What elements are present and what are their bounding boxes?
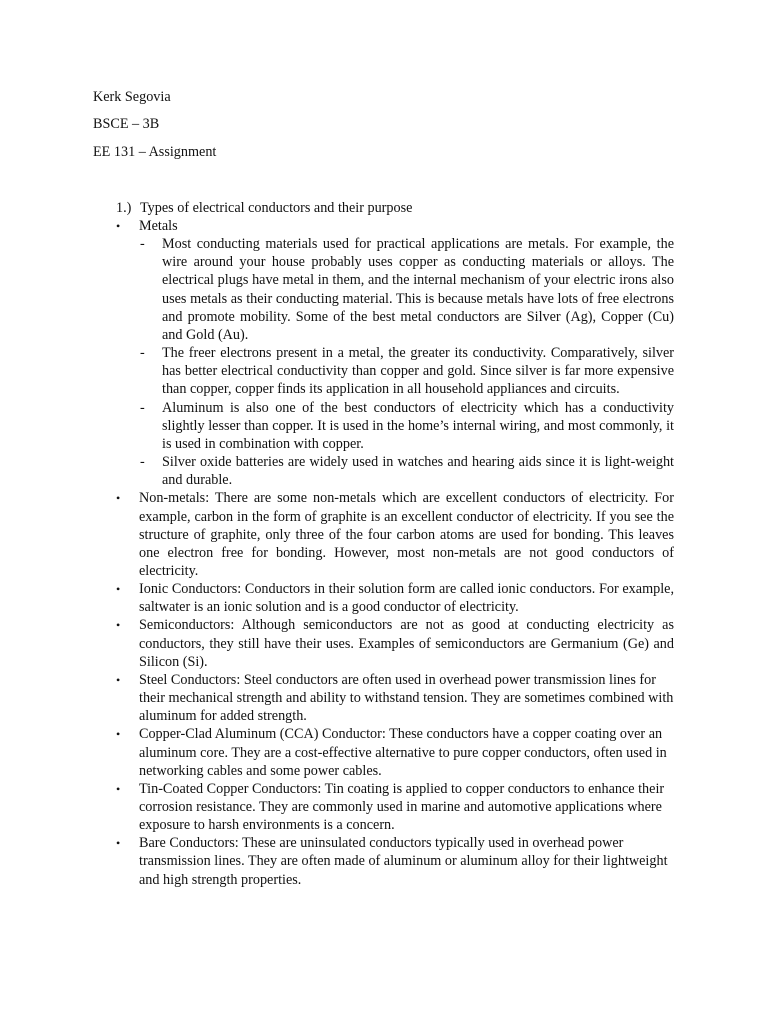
bullet-icon: • bbox=[116, 836, 121, 851]
question-number: 1.) bbox=[116, 200, 132, 216]
bullet-icon: • bbox=[116, 727, 121, 742]
bullet-icon: • bbox=[116, 618, 121, 633]
list-item-text: Steel Conductors: Steel conductors are often used in overhead power transmission lines for their mechanical strength and ability to withstand tension. They are sometimes combined with aluminum for added strength. bbox=[139, 671, 674, 725]
dash-icon: - bbox=[140, 236, 145, 253]
metals-point bbox=[0, 344, 768, 398]
bullet-icon: • bbox=[116, 219, 121, 233]
list-item-text: Copper-Clad Aluminum (CCA) Conductor: These conductors have a copper coating over an aluminum core. They are a cost-effective alternative to pure copper conductors, often used in networking cables and some power cables. bbox=[139, 726, 667, 779]
list-item-text: Non-metals: There are some non-metals which are excellent conductors of electricity. For example, carbon in the form of graphite is an excellent conductor of electricity. If you see the structure of graphite, only three of the four carbon atoms are used for bonding. This leaves one electron free for bonding. However, most non-metals are not good conductors of electricity. bbox=[139, 490, 674, 579]
list-item bbox=[0, 725, 768, 779]
course-section: BSCE – 3B bbox=[93, 116, 160, 132]
metals-point bbox=[0, 399, 768, 453]
conductor-list bbox=[0, 217, 768, 889]
list-item bbox=[0, 780, 768, 834]
list-item bbox=[0, 834, 768, 888]
list-item-text: Semiconductors: Although semiconductors are not as good at conducting electricity as conductors, they still have their uses. Examples of semiconductors are Germanium (Ge) and Silicon (Si). bbox=[139, 617, 674, 670]
dash-icon: - bbox=[140, 399, 145, 416]
metals-point-text: The freer electrons present in a metal, the greater its conductivity. Comparatively, silver has better electrical conductivity than copper and gold. Since silver is far more expensive than copper, copper finds its application in all household appliances and circuits. bbox=[162, 345, 674, 398]
metals-point-text: Silver oxide batteries are widely used in watches and hearing aids since it is light-weight and durable. bbox=[162, 454, 674, 489]
metals-label: Metals bbox=[139, 218, 178, 234]
question-title: Types of electrical conductors and their purpose bbox=[140, 200, 413, 216]
metals-point-text: Aluminum is also one of the best conductors of electricity which has a conductivity slightly lesser than copper. It is used in the home’s internal wiring, and most commonly, it is used in combination with copper. bbox=[162, 399, 674, 452]
question-heading bbox=[116, 199, 412, 217]
bullet-icon: • bbox=[116, 491, 121, 506]
dash-icon: - bbox=[140, 454, 145, 471]
list-item bbox=[0, 616, 768, 670]
assignment-title: EE 131 – Assignment bbox=[93, 144, 217, 160]
list-item bbox=[0, 489, 768, 580]
list-item-metals bbox=[0, 217, 768, 235]
bullet-icon: • bbox=[116, 672, 121, 687]
metals-point-text: Most conducting materials used for practical applications are metals. For example, the wire around your house probably uses copper as conducting materials or alloys. The electrical plugs have metal in them, and the internal mechanism of your electric irons also uses metals as their conducting material. This is because metals have lots of free electrons and promote mobility. Some of the best metal conductors are Silver (Ag), Copper (Cu) and Gold (Au). bbox=[162, 236, 674, 343]
bullet-icon: • bbox=[116, 582, 121, 597]
dash-icon: - bbox=[140, 345, 145, 362]
bullet-icon: • bbox=[116, 781, 121, 796]
student-name: Kerk Segovia bbox=[93, 89, 171, 105]
list-item bbox=[0, 671, 768, 725]
list-item bbox=[0, 580, 768, 616]
metals-point bbox=[0, 235, 768, 344]
list-item-text: Ionic Conductors: Conductors in their solution form are called ionic conductors. For example, saltwater is an ionic solution and is a good conductor of electricity. bbox=[139, 581, 674, 616]
list-item-text: Tin-Coated Copper Conductors: Tin coating is applied to copper conductors to enhance their corrosion resistance. They are commonly used in marine and automotive applications where exposure to harsh environments is a concern. bbox=[139, 780, 665, 834]
list-item-text: Bare Conductors: These are uninsulated conductors typically used in overhead power transmission lines. They are often made of aluminum or aluminum alloy for their lightweight and high strength properties. bbox=[139, 835, 668, 888]
metals-point bbox=[0, 453, 768, 489]
